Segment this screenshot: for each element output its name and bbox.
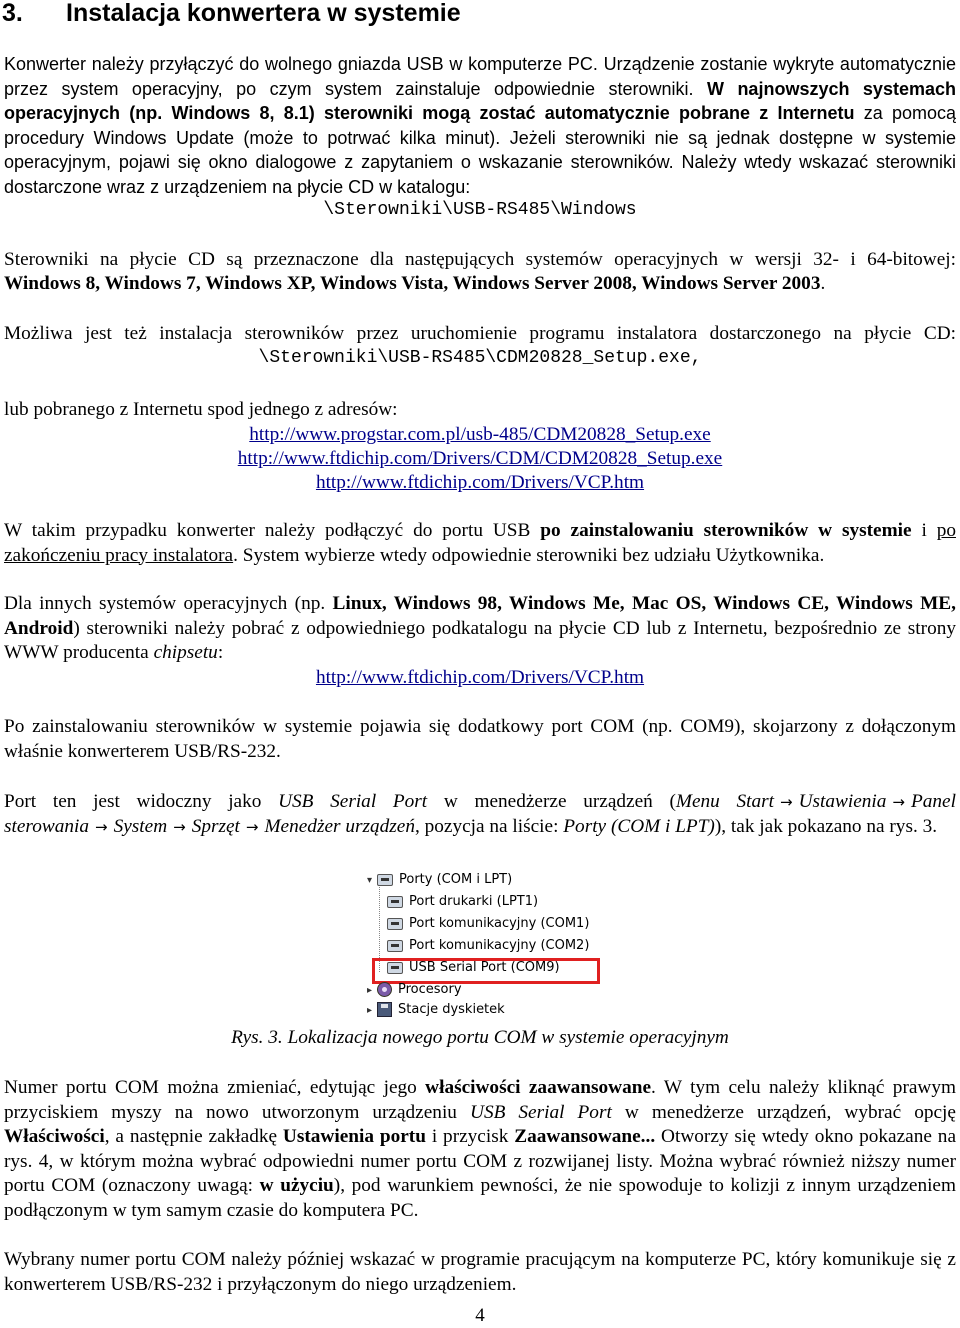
pn-text-3: w menedżerze urządzeń, wybrać opcję [624, 1101, 956, 1123]
pn-text-2: . W tym celu należy kliknąć prawym przyciskiem myszy na nowo utworzonym urządzeniu [4, 1077, 956, 1123]
arrow-icon: → [95, 817, 108, 836]
dm-text-4: ), tak jak pokazano na rys. 3. [714, 815, 938, 837]
tree-item-processors[interactable] [367, 980, 462, 1000]
installer-path-suffix: , [690, 348, 702, 368]
connect-bold: po zainstalowaniu sterowników w systemie [540, 520, 912, 541]
dm-text-2: w menedżerze urządzeń ( [443, 791, 676, 812]
pn-bold-advanced: właściwości zaawansowane [425, 1077, 651, 1098]
connect-and: i [921, 520, 927, 541]
installer-path [4, 346, 956, 370]
other-os-italic: chipsetu [153, 642, 218, 663]
collapse-icon[interactable]: ▾ [367, 875, 373, 886]
other-os-text-2: ) sterowniki należy pobrać z odpowiedniego podkatalogu na płycie CD lub z Internetu, bezpośrednio ze strony WWW producenta [4, 617, 956, 663]
menu-path-settings: Ustawienia [798, 791, 887, 812]
tree-item-com1[interactable] [387, 914, 589, 934]
figure-caption: Rys. 3. Lokalizacja nowego portu COM w systemie operacyjnym [231, 1027, 729, 1048]
download-link-progstar[interactable]: http://www.progstar.com.pl/usb-485/CDM20828_Setup.exe [249, 424, 711, 445]
tree-label: Port komunikacyjny (COM1) [409, 916, 590, 931]
port-icon [387, 896, 403, 908]
intro-text-dialog: Jeżeli sterowniki nie są jednak dostępne w systemie operacyjnym, pojawi się okno dialogowe z zapytaniem o wskazanie sterowników. Należy wtedy wskazać sterowniki dostarczone wraz z urządzeniem na płycie CD w katalogu: [4, 127, 956, 197]
tree-item-lpt1[interactable] [387, 892, 538, 912]
paragraph-final: Wybrany numer portu COM należy później wskazać w programie pracującym na komputerze PC, który komunikuje się z konwerterem USB/RS-232 i przyłączonym do niego urządzeniem. [4, 1249, 956, 1295]
dm-usb-serial: USB Serial Port [278, 791, 428, 812]
tree-label: Port komunikacyjny (COM2) [409, 938, 590, 953]
paragraph-com-port: Po zainstalowaniu sterowników w systemie pojawia się dodatkowy port COM (np. COM9), skojarzony z dołączonym właśnie konwerterem USB/RS-232. [4, 716, 956, 762]
intro-text-update: za pomocą procedury Windows Update (może to potrwać kilka minut). [4, 103, 956, 148]
download-link-ftdi-setup[interactable]: http://www.ftdichip.com/Drivers/CDM/CDM20828_Setup.exe [237, 448, 723, 469]
os-list-intro: Sterowniki na płycie CD są przeznaczone dla następujących systemów operacyjnych w wersji 32- i 64-bitowej: [4, 249, 956, 270]
vcp-link-row [4, 666, 956, 690]
tree-item-ports[interactable] [367, 870, 512, 890]
device-manager-figure [367, 862, 609, 1020]
arrow-icon: → [245, 817, 259, 836]
dm-text-3: , pozycja na liście: [414, 815, 559, 837]
menu-path-system: System [113, 815, 168, 837]
pn-text: Numer portu COM można zmieniać, edytując jego [4, 1077, 417, 1098]
page-number: 4 [475, 1305, 485, 1326]
download-link-3-row [4, 471, 956, 495]
download-intro: lub pobranego z Internetu spod jednego z adresów: [4, 399, 398, 420]
pn-bold-properties: Właściwości [4, 1126, 105, 1147]
processor-icon [377, 982, 392, 997]
dm-ports-lpt: Porty (COM i LPT) [563, 815, 715, 837]
arrow-icon: → [892, 793, 905, 811]
expand-icon[interactable]: ▸ [367, 985, 373, 996]
os-list-bold: Windows 8, Windows 7, Windows XP, Windows Vista, Windows Server 2008, Windows Server 2003 [4, 273, 821, 294]
section-number: 3. [2, 0, 23, 27]
os-list-end: . [820, 273, 826, 294]
expand-icon[interactable]: ▸ [367, 1005, 373, 1016]
os-list [4, 272, 956, 296]
port-icon [387, 918, 403, 930]
paragraph-connect [4, 519, 956, 568]
vcp-link[interactable]: http://www.ftdichip.com/Drivers/VCP.htm [315, 667, 645, 688]
intro-bold-text: W najnowszych systemach operacyjnych (np. Windows 8, 8.1) sterowniki mogą zostać automatycznie pobrane z Internetu [4, 78, 956, 123]
connect-underline: po zakończeniu pracy instalatora [4, 520, 956, 566]
tree-label: Stacje dyskietek [398, 1002, 505, 1017]
pn-text-6: Otworzy się wtedy okno pokazane na rys. 4, w którym można wybrać odpowiedni numer portu COM z rozwijanej listy. Można wybrać również niższy numer portu COM (oznaczony uwagą: [4, 1126, 957, 1196]
intro-text: Konwerter należy przyłączyć do wolnego gniazda USB w komputerze PC. Urządzenie zostanie wykryte automatycznie przez system operacyjny, po czym system zainstaluje odpowiednie sterowniki. [4, 54, 956, 99]
paragraph-device-manager [4, 790, 956, 839]
tree-item-floppy[interactable] [367, 1000, 505, 1020]
port-icon [377, 874, 393, 886]
download-link-1-row [4, 423, 956, 447]
installer-path-text: \Sterowniki\USB-RS485\CDM20828_Setup.exe [258, 348, 691, 368]
paragraph-port-number [4, 1076, 956, 1223]
menu-path-control-panel: Panel sterowania [4, 791, 956, 837]
pn-bold-advanced-button: Zaawansowane... [514, 1126, 656, 1147]
tree-label: USB Serial Port (COM9) [409, 960, 560, 975]
pn-text-7: ), pod warunkiem pewności, że nie spowoduje to kolizji z innym urządzeniem podłączonym w tym samym czasie do komputera PC. [4, 1175, 956, 1221]
installer-intro: Możliwa jest też instalacja sterowników przez uruchomienie programu instalatora dostarczonego na płycie CD: [4, 323, 956, 344]
tree-label: Procesory [398, 982, 462, 997]
connect-text: W takim przypadku konwerter należy podłączyć do portu USB [4, 520, 531, 541]
section-title: Instalacja konwertera w systemie [66, 0, 461, 27]
menu-path-device-manager: Menedżer urządzeń [264, 815, 415, 837]
pn-text-5: i przycisk [431, 1126, 509, 1147]
connect-end: . System wybierze wtedy odpowiednie sterowniki bez udziału Użytkownika. [233, 544, 825, 566]
paragraph-intro [4, 52, 956, 199]
pn-text-4: , a następnie zakładkę [104, 1126, 278, 1147]
other-os-bold: Linux, Windows 98, Windows Me, Mac OS, Windows CE, Windows ME, Android [4, 593, 956, 639]
pn-bold-in-use: w użyciu [259, 1175, 334, 1196]
other-os-text: Dla innych systemów operacyjnych (np. [4, 593, 326, 614]
pn-usb-serial: USB Serial Port [470, 1101, 612, 1123]
floppy-icon [377, 1002, 392, 1017]
other-os-colon: : [217, 642, 224, 663]
paragraph-other-os [4, 592, 956, 666]
download-link-2-row [4, 447, 956, 471]
tree-item-com2[interactable] [387, 936, 589, 956]
dm-text: Port ten jest widoczny jako [4, 791, 262, 812]
menu-path-start: Menu Start [675, 791, 774, 812]
arrow-icon: → [780, 793, 793, 811]
driver-path: \Sterowniki\USB-RS485\Windows [323, 200, 637, 220]
tree-label: Porty (COM i LPT) [399, 872, 513, 887]
port-icon [387, 940, 403, 952]
pn-bold-port-settings: Ustawienia portu [282, 1126, 426, 1147]
section-heading [0, 0, 461, 26]
arrow-icon: → [173, 817, 186, 836]
download-link-ftdi-vcp[interactable]: http://www.ftdichip.com/Drivers/VCP.htm [315, 472, 645, 493]
tree-label: Port drukarki (LPT1) [409, 894, 539, 909]
menu-path-hardware: Sprzęt [191, 815, 240, 837]
